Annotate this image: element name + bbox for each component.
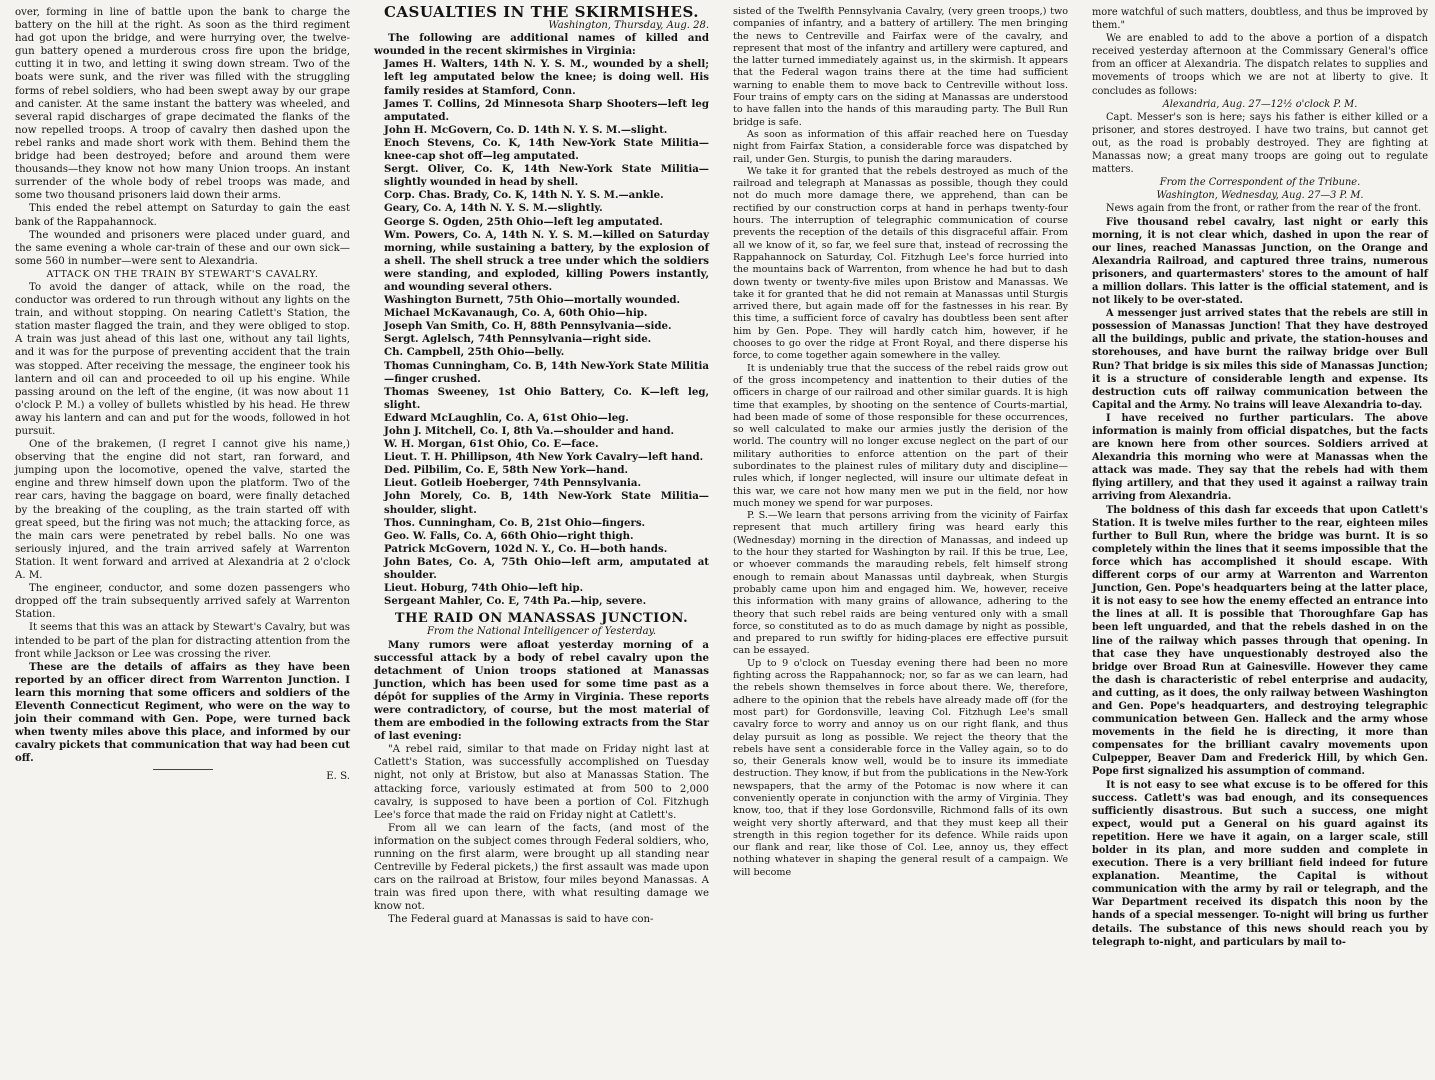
paragraph: From all we can learn of the facts, (and most of the information on the subject comes through Federal soldiers, who, running on the first alarm, were brought up all standing near Centreville by Federal pickets,) the first assault was made upon cars on the railroad at Bristow, four miles beyond Manassas. A train was fired upon there, with what resulting damage we know not.	[374, 822, 709, 913]
signature: E. S.	[326, 771, 350, 783]
source-line: From the Correspondent of the Tribune.	[1159, 177, 1361, 189]
list-item: Lieut. T. H. Phillipson, 4th New York Cavalry—left hand.	[384, 451, 704, 464]
paragraph: It seems that this was an attack by Stewart's Cavalry, but was intended to be part of the plan for distracting attention from the front while Jackson or Lee was crossing the river.	[15, 622, 350, 660]
paragraph: P. S.—We learn that persons arriving from the vicinity of Fairfax represent that much artillery firing was heard early this (Wednesday) morning in the direction of Manassas, and indeed up to the hour they started for Washington by rail. If this be true, Lee, or whoever commands the marauding rebels, felt himself strong enough to remain about Manassas until daybreak, when Sturgis probably came upon him and engaged him. We, however, receive this information with many grains of allowance, adhering to the theory that such rebel raids are being ventured only with a small force, so constituted as to do as much damage by night as possible, and prepared to run swiftly for hiding-places ere effective pursuit can be essayed.	[733, 510, 1068, 657]
paragraph: The following are additional names of killed and wounded in the recent skirmishes in Virginia:	[374, 32, 709, 58]
casualty-list	[374, 58, 709, 608]
paragraph: News again from the front, or rather from the rear of the front.	[1106, 203, 1422, 215]
paragraph: We take it for granted that the rebels destroyed as much of the railroad and telegraph at Manassas as possible, though they could not do much more damage there, we apprehend, than can be rectified by our construction corps at hand in perhaps twenty-four hours. The interruption of telegraphic communication of course prevents the reception of the details of this disgraceful affair. From all we know of it, so far, we feel sure that, instead of recrossing the Rappahannock on Saturday, Col. Fitzhugh Lee's force hurried into the mountains back of Warrenton, from whence he had but to dash down twenty or twenty-five miles upon Bristow and Manassas. We take it for granted that he did not remain at Manassas until Sturgis arrived there, but again made off for the fastnesses in his rear. By this time, a sufficient force of cavalry has doubtless been sent after him by Gen. Pope. They will hardly catch him, however, if he chooses to go over the ridge at Front Royal, and there disperse his force, to come together again somewhere in the valley.	[733, 165, 1068, 362]
paragraph: over, forming in line of battle upon the bank to charge the battery on the hill at the right. As soon as the third regiment had got upon the bridge, and were hurrying over, the twelve-gun battery opened a murderous cross fire upon the bridge, cutting it in two, and letting it swing down stream. Two of the boats were sunk, and the river was filled with the struggling forms of rebel soldiers, who had been swept away by our grape and canister. At the same instant the battery was wheeled, and several rapid discharges of grape decimated the flanks of the now repelled troops. A troop of cavalry then dashed upon the rebel ranks and made short work with them. Behind them the bridge had been destroyed; before and around them were thousands—they know not how many Union troops. An instant surrender of the whole body of rebel troops was made, and some two thousand prisoners laid down their arms.	[15, 7, 350, 202]
paragraph: It is not easy to see what excuse is to be offered for this success. Catlett's was bad enough, and its consequences sufficiently disastrous. But such a success, one might expect, would put a General on his guard against its repetition. Here we have it again, on a larger scale, still bolder in its plan, and more sudden and complete in execution. There is a very brilliant field indeed for future explanation. Meantime, the Capital is without communication with the army by rail or telegraph, and the War Department received its dispatch this noon by the hands of a special messenger. To-night will bring us further details. The substance of this news should reach you by telegraph to-night, and particulars by mail to-	[1092, 779, 1428, 948]
column-4	[1080, 0, 1435, 1080]
paragraph: It is undeniably true that the success of the rebel raids grow out of the gross incompetency and inattention to their duties of the officers in charge of our railroad and other similar guards. It is high time that examples, by shooting on the sentence of Courts-martial, had been made of some of those responsible for these occurrences, so well calculated to make our armies justly the derision of the world. The country will no longer excuse neglect on the part of our military authorities to enforce attention on the part of their subordinates to the plainest rules of military duty and discipline—rules which, if longer neglected, will insure our ultimate defeat in this war, we care not how many men we put in the field, nor how much money we spend for war purposes.	[733, 362, 1068, 509]
headline: THE RAID ON MANASSAS JUNCTION.	[394, 611, 689, 627]
paragraph: Capt. Messer's son is here; says his father is either killed or a prisoner, and stores destroyed. I have two trains, but cannot get out, as the road is probably destroyed. They are fighting at Manassas now; a great many troops are going out to regulate matters.	[1092, 111, 1428, 176]
list-item: Corp. Chas. Brady, Co. K, 14th N. Y. S. M.—ankle.	[384, 189, 664, 202]
list-item: John H. McGovern, Co. D. 14th N. Y. S. M.—slight.	[384, 123, 668, 136]
paragraph: This ended the rebel attempt on Saturday to gain the east bank of the Rappahannock.	[15, 203, 350, 228]
paragraph: I have received no further particulars. The above information is mainly from official dispatches, but the facts are known here from other sources. Soldiers arrived at Alexandria this morning who were at Manassas when the attack was made. They say that the rebels had with them flying artillery, and that they used it against a railway train arriving from Alexandria.	[1092, 412, 1428, 503]
list-item: Patrick McGovern, 102d N. Y., Co. H—both hands.	[384, 542, 668, 555]
list-item: John Morely, Co. B, 14th New-York State Militia—shoulder, slight.	[384, 490, 709, 516]
paragraph: Many rumors were afloat yesterday morning of a successful attack by a body of rebel cavalry upon the detachment of Union troops stationed at Manassas Junction, which has been used for some time past as a dépôt for supplies of the Army in Virginia. These reports were contradictory, of course, but the most material of them are embodied in the following extracts from the Star of last evening:	[374, 638, 709, 743]
list-item: Ded. Pilbilim, Co. E, 58th New York—hand.	[384, 464, 629, 477]
paragraph: Five thousand rebel cavalry, last night or early this morning, it is not clear which, dashed in upon the rear of our lines, reached Manassas Junction, on the Orange and Alexandria Railroad, and captured three trains, numerous prisoners, and quartermasters' stores to the amount of half a million dollars. This latter is the official statement, and is not likely to be over-stated.	[1092, 216, 1428, 307]
column-1	[3, 0, 358, 1080]
paragraph: As soon as information of this affair reached here on Tuesday night from Fairfax Station, a considerable force was dispatched by rail, under Gen. Sturgis, to punish the daring marauders.	[733, 128, 1068, 165]
list-item: Thomas Cunningham, Co. B, 14th New-York State Militia—finger crushed.	[384, 359, 709, 385]
source-line: From the National Intelligencer of Yesterday.	[426, 626, 657, 638]
list-item: Thos. Cunningham, Co. B, 21st Ohio—fingers.	[384, 516, 646, 529]
list-item: Sergt. Oliver, Co. K, 14th New-York State Militia—slightly wounded in head by shell.	[384, 163, 709, 189]
list-item: Edward McLaughlin, Co. A, 61st Ohio—leg.	[384, 411, 629, 424]
dateline: Washington, Thursday, Aug. 28.	[548, 20, 709, 32]
subheading: ATTACK ON THE TRAIN BY STEWART'S CAVALRY.	[46, 268, 319, 280]
list-item: Enoch Stevens, Co. K, 14th New-York State Militia—knee-cap shot off—leg amputated.	[384, 136, 709, 163]
list-item: George S. Ogden, 25th Ohio—left leg amputated.	[384, 215, 663, 228]
paragraph: Up to 9 o'clock on Tuesday evening there had been no more fighting across the Rappahannock; nor, so far as we can learn, had the rebels shown themselves in force about there. We, therefore, adhere to the opinion that the rebels have already made off (for the most part) for Gordonsville, leaving Col. Fitzhugh Lee's small cavalry force to worry and annoy us on our right flank, and thus delay pursuit as long as possible. We reject the theory that the rebels have sent a considerable force in the Valley again, so to do so, their Generals know well, would be to insure its immediate destruction. They know, if but from the publications in the New-York newspapers, that the army of the Potomac is now where it can conveniently operate in conjunction with the army of Virginia. They know, too, that if they lose Gordonsville, Richmond falls of its own weight very shortly afterward, and that they must keep all their strength in this region together for its defence. While raids upon our flank and rear, like those of Col. Lee, annoy us, they effect nothing whatever in shaping the general result of a campaign. We will become	[733, 657, 1068, 878]
list-item: John Bates, Co. A, 75th Ohio—left arm, amputated at shoulder.	[384, 555, 709, 582]
list-item: Sergeant Mahler, Co. E, 74th Pa.—hip, severe.	[384, 595, 647, 608]
paragraph: One of the brakemen, (I regret I cannot give his name,) observing that the engine did not start, ran forward, and jumping upon the locomotive, opened the valve, started the engine and threw himself down upon the platform. Two of the rear cars, having the baggage on board, were finally detached by the breaking of the coupling, as the train started off with great speed, but the firing was not much; the attacking force, as the main cars were penetrated by rebel balls. No one was seriously injured, and the train arrived safely at Warrenton Station. It went forward and arrived at Alexandria at 2 o'clock A. M.	[15, 439, 350, 582]
paragraph: These are the details of affairs as they have been reported by an officer direct from Warrenton Junction. I learn this morning that some officers and soldiers of the Eleventh Connecticut Regiment, who were on the way to join their command with Gen. Pope, were turned back when twenty miles above this place, and informed by our cavalry pickets that communication that way had been cut off.	[15, 660, 350, 765]
paragraph: The engineer, conductor, and some dozen passengers who dropped off the train subsequently arrived safely at Warrenton Station.	[15, 583, 350, 621]
list-item: Joseph Van Smith, Co. H, 88th Pennsylvania—side.	[384, 320, 672, 333]
paragraph: The boldness of this dash far exceeds that upon Catlett's Station. It is twelve miles further to the rear, eighteen miles further to Bull Run, where the bridge was burnt. It is so completely within the lines that it seems impossible that the force which has accomplished it should escape. With different corps of our army at Warrenton and Warrenton Junction, Gen. Pope's headquarters being at the latter place, it is not easy to see how the enemy effected an entrance into the lines at all. It is possible that Thoroughfare Gap has been left unguarded, and that the rebels dashed in on the line of the railway which passes through that opening. In that case they have unquestionably destroyed also the bridge over Broad Run at Gainesville. However they came the dash is characteristic of rebel enterprise and audacity, and cutting, as it does, the only railway between Washington and Gen. Pope's headquarters, and destroying telegraphic communication between Gen. Halleck and the army whose movements in the field he is directing, it more than compensates for the brilliant cavalry movements upon Culpepper, Beaver Dam and Frederick Hill, by which Gen. Pope first signalized his assumption of command.	[1092, 504, 1428, 778]
list-item: James H. Walters, 14th N. Y. S. M., wounded by a shell; left leg amputated below the knee; is doing well. His family resides at Stamford, Conn.	[384, 58, 709, 97]
dateline: Alexandria, Aug. 27—12½ o'clock P. M.	[1162, 98, 1358, 110]
list-item: Lieut. Gotleib Hoeberger, 74th Pennsylvania.	[384, 477, 641, 490]
paragraph: sisted of the Twelfth Pennsylvania Cavalry, (very green troops,) two companies of infantry, and a battery of artillery. The men bringing the news to Centreville and Fairfax were of the cavalry, and represent that most of the infantry and artillery were captured, and the latter turned immediately against us, in the skirmish. It appears that the Federal wagon trains there at the time had sufficient warning to enable them to move back to Centreville without loss. Four trains of empty cars on the siding at Manassas are understood to have fallen into the hands of this marauding party. The Bull Run bridge is safe.	[733, 6, 1068, 128]
list-item: Michael McKavanaugh, Co. A, 60th Ohio—hip.	[384, 307, 648, 320]
list-item: Ch. Campbell, 25th Ohio—belly.	[384, 346, 565, 359]
column-3	[721, 0, 1076, 1080]
list-item: Geo. W. Falls, Co. A, 66th Ohio—right thigh.	[384, 529, 634, 542]
list-item: John J. Mitchell, Co. I, 8th Va.—shoulder and hand.	[384, 425, 675, 437]
headline: CASUALTIES IN THE SKIRMISHES.	[383, 3, 700, 21]
paragraph: "A rebel raid, similar to that made on Friday night last at Catlett's Station, was successfully accomplished on Tuesday night, not only at Bristow, but also at Manassas Station. The attacking force, variously estimated at from 500 to 2,000 cavalry, is supposed to have been a portion of Col. Fitzhugh Lee's force that made the raid on Friday night at Catlett's.	[374, 744, 709, 821]
list-item: Thomas Sweeney, 1st Ohio Battery, Co. K—left leg, slight.	[384, 385, 709, 411]
list-item: Geary, Co. A, 14th N. Y. S. M.—slightly.	[384, 202, 603, 215]
list-item: Washington Burnett, 75th Ohio—mortally wounded.	[384, 294, 681, 307]
paragraph: To avoid the danger of attack, while on the road, the conductor was ordered to run through without any lights on the train, and without stopping. On nearing Catlett's Station, the station master flagged the train, and they were obliged to stop. A train was just ahead of this last one, without any tail lights, and it was for the purpose of preventing accident that the train was stopped. After receiving the message, the engineer took his lantern and oil can and proceeded to oil up his engine. While passing around on the left of the engine, (it was now about 11 o'clock P. M.) a volley of bullets whistled by his head. He threw away his lantern and can and put for the woods, followed in hot pursuit.	[15, 281, 350, 437]
column-2	[362, 0, 717, 1080]
list-item: James T. Collins, 2d Minnesota Sharp Shooters—left leg amputated.	[384, 97, 709, 123]
list-item: Lieut. Hoburg, 74th Ohio—left hip.	[384, 582, 584, 595]
paragraph: A messenger just arrived states that the rebels are still in possession of Manassas Junction! That they have destroyed all the buildings, public and private, the station-houses and storehouses, and have burnt the railway bridge over Bull Run? That bridge is six miles this side of Manassas Junction; it is a structure of considerable length and expense. Its destruction cuts off railway communication between the Capital and the Army. No trains will leave Alexandria to-day.	[1092, 308, 1428, 411]
list-item: W. H. Morgan, 61st Ohio, Co. E—face.	[384, 438, 599, 451]
list-item: Wm. Powers, Co. A, 14th N. Y. S. M.—killed on Saturday morning, while sustaining a battery, by the explosion of a shell. The shell struck a tree under which the soldiers were standing, and exploded, killing Powers instantly, and wounding several others.	[384, 228, 709, 293]
list-item: Sergt. Aglelsch, 74th Pennsylvania—right side.	[384, 333, 652, 346]
paragraph: We are enabled to add to the above a portion of a dispatch received yesterday afternoon at the Commissary General's office from an officer at Alexandria. The dispatch relates to supplies and movements of troops which we are not at liberty to give. It concludes as follows:	[1092, 33, 1428, 97]
paragraph: The Federal guard at Manassas is said to have con-	[388, 914, 654, 926]
paragraph: The wounded and prisoners were placed under guard, and the same evening a whole car-train of these and our own sick—some 560 in number—were sent to Alexandria.	[15, 229, 350, 267]
dateline: Washington, Wednesday, Aug. 27—3 P. M.	[1156, 190, 1364, 202]
paragraph: more watchful of such matters, doubtless, and thus be improved by them."	[1092, 7, 1428, 32]
